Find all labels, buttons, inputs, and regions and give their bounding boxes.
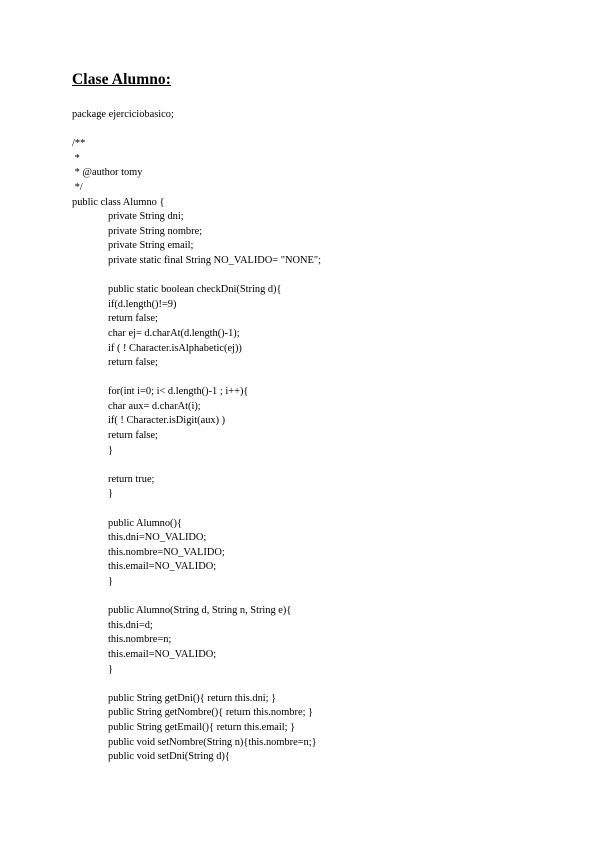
code-line <box>72 502 572 517</box>
code-line: char aux= d.charAt(i); <box>108 400 201 412</box>
code-line: if ( ! Character.isAlphabetic(ej)) <box>108 342 242 354</box>
code-line: return true; <box>108 473 155 485</box>
code-line: char ej= d.charAt(d.length()-1); <box>108 327 240 339</box>
code-line: } <box>108 488 113 500</box>
code-line: this.nombre=n; <box>108 634 172 646</box>
code-block <box>72 108 572 765</box>
code-line: this.dni=d; <box>108 619 153 631</box>
code-line: this.email=NO_VALIDO; <box>108 648 217 660</box>
code-line: private String dni; <box>108 211 184 223</box>
code-line: public void setDni(String d){ <box>108 751 230 763</box>
code-line: public static boolean checkDni(String d){ <box>108 284 282 296</box>
code-line: return false; <box>108 430 158 442</box>
code-line: if(d.length()!=9) <box>108 298 177 310</box>
code-line: public Alumno(){ <box>108 517 182 529</box>
code-line: /** <box>72 138 86 150</box>
code-line <box>72 269 572 284</box>
code-line: return false; <box>108 313 158 325</box>
code-line <box>72 590 572 605</box>
code-line: * <box>72 152 80 164</box>
code-line: return false; <box>108 357 158 369</box>
code-line: private static final String NO_VALIDO= "NONE"; <box>108 254 321 266</box>
code-line <box>72 677 572 692</box>
code-line: public Alumno(String d, String n, String e){ <box>108 605 292 617</box>
code-line: private String nombre; <box>108 225 203 237</box>
code-line: } <box>108 576 113 587</box>
code-line: this.dni=NO_VALIDO; <box>108 532 207 544</box>
code-line: public void setNombre(String n){this.nombre=n;} <box>108 736 317 748</box>
code-line: public String getNombre(){ return this.nombre; } <box>108 707 314 719</box>
code-line: } <box>108 444 113 456</box>
code-line: private String email; <box>108 240 194 252</box>
code-line <box>72 371 572 386</box>
code-line: */ <box>72 181 83 193</box>
code-line: package ejerciciobasico; <box>72 109 174 120</box>
document-title: Clase Alumno: <box>72 71 172 88</box>
code-line: public String getDni(){ return this.dni; } <box>108 692 277 704</box>
code-line <box>72 123 572 138</box>
code-line: this.nombre=NO_VALIDO; <box>108 546 225 558</box>
code-line: } <box>108 663 113 675</box>
code-line: * @author tomy <box>72 167 143 179</box>
code-line: this.email=NO_VALIDO; <box>108 561 217 573</box>
code-line: if( ! Character.isDigit(aux) ) <box>108 415 226 427</box>
code-line <box>72 458 572 473</box>
code-line: for(int i=0; i< d.length()-1 ; i++){ <box>108 386 249 398</box>
code-line: public String getEmail(){ return this.email; } <box>108 721 296 733</box>
code-line: public class Alumno { <box>72 196 165 208</box>
